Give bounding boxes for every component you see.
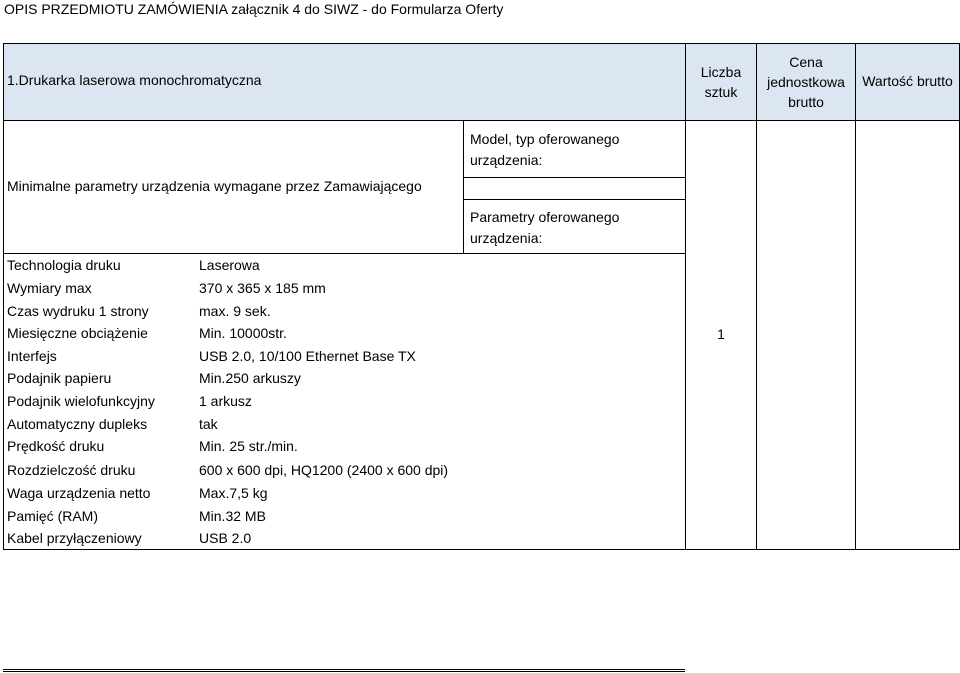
total-value-cell[interactable]	[856, 121, 959, 549]
spec-name: Czas wydruku 1 strony	[7, 303, 149, 319]
spec-value: USB 2.0, 10/100 Ethernet Base TX	[199, 348, 416, 364]
model-input-cell[interactable]	[464, 178, 685, 199]
spec-value: Laserowa	[199, 257, 260, 273]
spec-name: Prędkość druku	[7, 438, 105, 454]
price-header-line-3: brutto	[788, 94, 824, 110]
qty-header-line-2: sztuk	[704, 84, 738, 100]
qty-header-line-1: Liczba	[700, 64, 742, 80]
unit-price-cell[interactable]	[757, 121, 855, 549]
price-header-line-2: jednostkowa	[767, 74, 845, 90]
spec-name: Rozdzielczość druku	[7, 462, 136, 478]
spec-name: Technologia druku	[7, 257, 121, 273]
spec-name: Kabel przyłączeniowy	[7, 530, 142, 546]
spec-value: Min.250 arkuszy	[199, 370, 301, 386]
quantity-value: 1	[717, 326, 725, 342]
spec-name: Pamięć (RAM)	[7, 508, 99, 524]
spec-name: Podajnik papieru	[7, 370, 112, 386]
spec-value: Min.32 MB	[199, 508, 266, 524]
spec-name: Podajnik wielofunkcyjny	[7, 393, 155, 409]
spec-value: Min. 10000str.	[199, 325, 287, 341]
spec-value: tak	[199, 416, 218, 432]
price-header-line-1: Cena	[789, 54, 823, 70]
min-params-label: Minimalne parametry urządzenia wymagane przez Zamawiającego	[7, 178, 422, 194]
model-label-line-1: Model, typ oferowanego	[470, 131, 620, 147]
model-label-line-2: urządzenia:	[470, 152, 543, 168]
spec-name: Miesięczne obciążenie	[7, 325, 148, 341]
params-label-line-2: urządzenia:	[470, 230, 543, 246]
spec-value: max. 9 sek.	[199, 303, 271, 319]
signature-line	[3, 671, 685, 672]
spec-value: 600 x 600 dpi, HQ1200 (2400 x 600 dpi)	[199, 462, 449, 478]
grid-line	[3, 43, 960, 44]
value-header: Wartość brutto	[862, 73, 953, 89]
grid-line	[463, 199, 686, 200]
offered-params-cell[interactable]	[464, 254, 685, 549]
spec-name: Automatyczny dupleks	[7, 416, 148, 432]
spec-name: Waga urządzenia netto	[7, 485, 151, 501]
params-label-line-1: Parametry oferowanego	[470, 209, 620, 225]
grid-line	[685, 43, 686, 550]
spec-value: 1 arkusz	[199, 393, 252, 409]
spec-value: USB 2.0	[199, 530, 252, 546]
signature-line	[3, 669, 685, 670]
spec-name: Wymiary max	[7, 280, 92, 296]
spec-value: Max.7,5 kg	[199, 485, 268, 501]
product-name: 1.Drukarka laserowa monochromatyczna	[7, 72, 262, 88]
grid-line	[3, 549, 960, 550]
spec-value: Min. 25 str./min.	[199, 438, 298, 454]
grid-line	[3, 43, 4, 550]
spec-name: Interfejs	[7, 348, 57, 364]
spec-value: 370 x 365 x 185 mm	[199, 280, 326, 296]
document-title: OPIS PRZEDMIOTU ZAMÓWIENIA załącznik 4 do SIWZ - do Formularza Oferty	[4, 1, 504, 17]
